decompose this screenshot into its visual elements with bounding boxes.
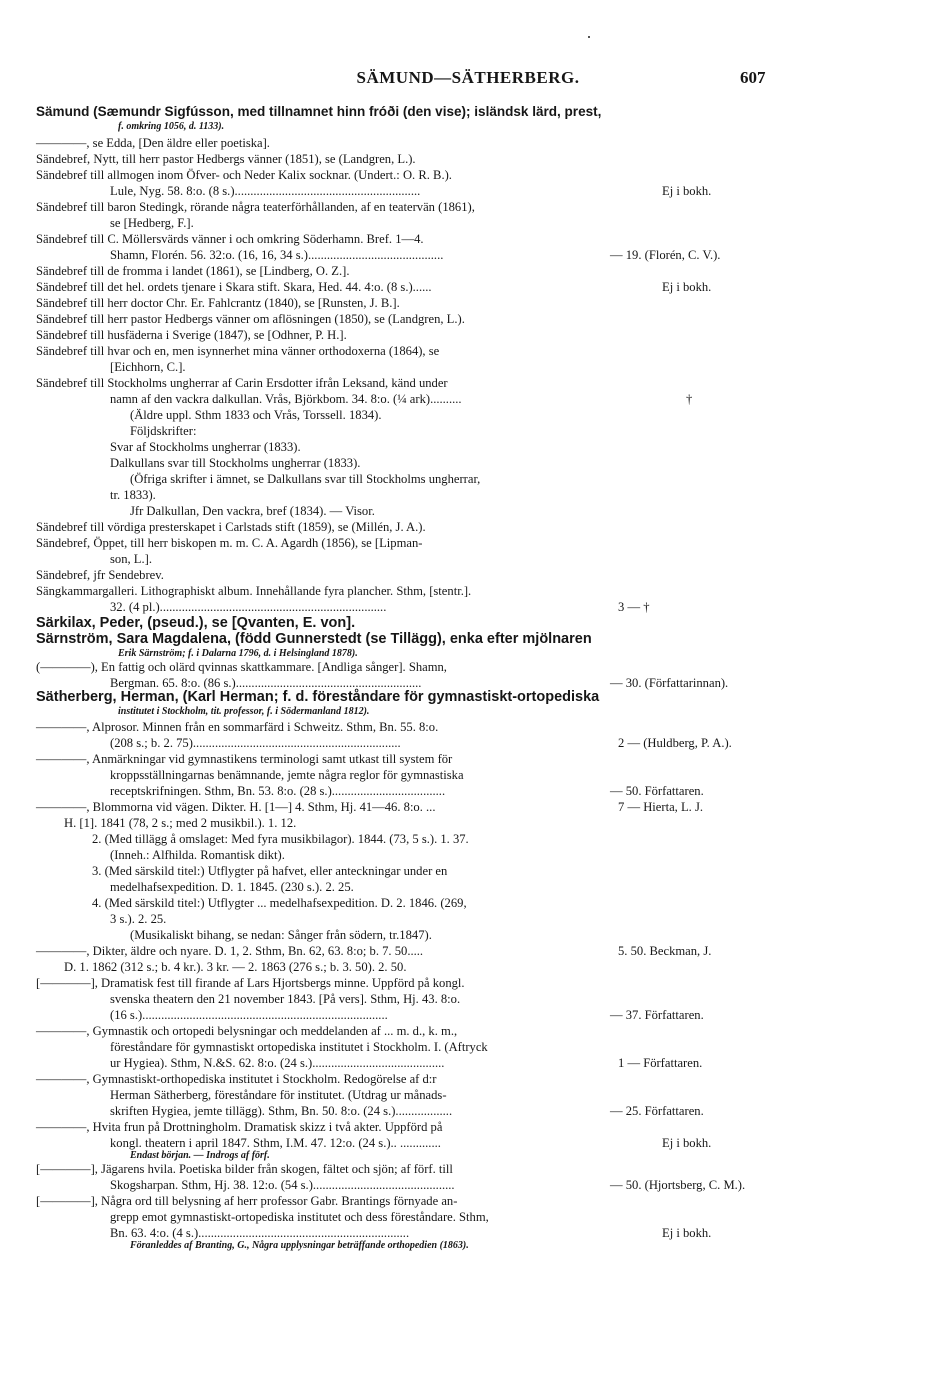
price-publisher-note: Ej i bokh. <box>662 1136 712 1150</box>
entry-line: Sändebref, jfr Sendebrev. <box>36 568 164 582</box>
entry-line: tr. 1833). <box>110 488 156 502</box>
price-publisher-note: 1 — Författaren. <box>618 1056 703 1070</box>
scan-speck <box>588 36 590 38</box>
entry-line: Svar af Stockholms ungherrar (1833). <box>110 440 301 454</box>
entry-line: Dalkullans svar till Stockholms ungherrar (1833). <box>110 456 361 470</box>
entry-line: Skogsharpan. Sthm, Hj. 38. 12:o. (54 s.)............................................. <box>110 1178 455 1192</box>
entry-line: (Öfriga skrifter i ämnet, se Dalkullans svar till Stockholms ungherrar, <box>130 472 481 486</box>
entry-line: Lule, Nyg. 58. 8:o. (8 s.)........................................................... <box>110 184 421 198</box>
entry-line: ————, Anmärkningar vid gymnastikens terminologi samt utkast till system för <box>36 752 453 766</box>
entry-line: Sändebref till det hel. ordets tjenare i Skara stift. Skara, Hed. 44. 4:o. (8 s.)...... <box>36 280 432 294</box>
entry-line: 3 s.). 2. 25. <box>110 912 167 926</box>
price-publisher-note: 5. 50. Beckman, J. <box>618 944 712 958</box>
price-publisher-note: — 25. Författaren. <box>610 1104 704 1118</box>
entry-line: 3. (Med särskild titel:) Utflygter på hafvet, eller anteckningar under en <box>92 864 448 878</box>
entry-note: f. omkring 1056, d. 1133). <box>118 121 225 132</box>
entry-line: kongl. theatern i april 1847. Sthm, I.M. 47. 12:o. (24 s.).. ............. <box>110 1136 441 1150</box>
price-publisher-note: — 50. (Hjortsberg, C. M.). <box>610 1178 746 1192</box>
entry-line: (————), En fattig och olärd qvinnas skattkammare. [Andliga sånger]. Shamn, <box>36 660 447 674</box>
entry-heading: Sämund (Sæmundr Sigfússon, med tillnamnet hinn fróði (den vise); isländsk lärd, prest, <box>36 104 602 119</box>
entry-line: (208 s.; b. 2. 75).................................................................. <box>110 736 401 750</box>
price-publisher-note: † <box>686 392 693 406</box>
entry-line: ur Hygiea). Sthm, N.&S. 62. 8:o. (24 s.).......................................... <box>110 1056 445 1070</box>
entry-line: H. [1]. 1841 (78, 2 s.; med 2 musikbil.). 1. 12. <box>64 816 297 830</box>
entry-line: ————, Dikter, äldre och nyare. D. 1, 2. Sthm, Bn. 62, 63. 8:o; b. 7. 50..... <box>36 944 424 958</box>
entry-line: Sändebref, Öppet, till herr biskopen m. m. C. A. Agardh (1856), se [Lipman- <box>36 536 423 550</box>
page-title: SÄMUND—SÄTHERBERG. <box>356 68 580 87</box>
price-publisher-note: — 37. Författaren. <box>610 1008 704 1022</box>
entry-line: Sändebref, Nytt, till herr pastor Hedbergs vänner (1851), se (Landgren, L.). <box>36 152 416 166</box>
entry-line: 32. (4 pl.)........................................................................ <box>110 600 387 614</box>
entry-line: Sändebref till herr pastor Hedbergs vänner om aflösningen (1850), se (Landgren, L.). <box>36 312 465 326</box>
entry-line: 4. (Med särskild titel:) Utflygter ... medelhafsexpedition. D. 2. 1846. (269, <box>92 896 467 910</box>
price-publisher-note: 2 — (Huldberg, P. A.). <box>618 736 732 750</box>
entry-line: Sändebref till hvar och en, men isynnerhet mina vänner orthodoxerna (1864), se <box>36 344 440 358</box>
entry-line: son, L.]. <box>110 552 152 566</box>
price-publisher-note: — 19. (Florén, C. V.). <box>610 248 721 262</box>
entry-line: Jfr Dalkullan, Den vackra, bref (1834). — Visor. <box>130 504 375 518</box>
entry-note: Endast början. — Indrogs af förf. <box>130 1150 270 1161</box>
price-publisher-note: 3 — † <box>618 600 650 614</box>
entry-line: ————, Hvita frun på Drottningholm. Dramatisk skizz i två akter. Uppförd på <box>36 1120 443 1134</box>
entry-line: Sändebref till allmogen inom Öfver- och Neder Kalix socknar. (Undert.: O. R. B.). <box>36 168 452 182</box>
entry-line: Bn. 63. 4:o. (4 s.)................................................................... <box>110 1226 410 1240</box>
entry-line: svenska theatern den 21 november 1843. [På vers]. Sthm, Hj. 43. 8:o. <box>110 992 461 1006</box>
entry-line: ————, Gymnastik och ortopedi belysningar och meddelanden af ... m. d., k. m., <box>36 1024 458 1038</box>
entry-line: (16 s.).............................................................................. <box>110 1008 388 1022</box>
entry-line: (Musikaliskt bihang, se nedan: Sånger från södern, tr.1847). <box>130 928 432 942</box>
entry-line: Bergman. 65. 8:o. (86 s.)........................................................... <box>110 676 422 690</box>
price-publisher-note: — 30. (Författarinnan). <box>610 676 729 690</box>
entry-line: föreståndare för gymnastiskt ortopediska institutet i Stockholm. I. (Aftryck <box>110 1040 488 1054</box>
entry-line: (Inneh.: Alfhilda. Romantisk dikt). <box>110 848 285 862</box>
entry-line: [Eichhorn, C.]. <box>110 360 186 374</box>
entry-line: receptskrifningen. Sthm, Bn. 53. 8:o. (28 s.).................................... <box>110 784 446 798</box>
entry-note: Föranleddes af Branting, G., Några upplysningar beträffande orthopedien (1863). <box>130 1240 469 1251</box>
entry-line: Sändebref till vördiga presterskapet i Carlstads stift (1859), se (Millén, J. A.). <box>36 520 426 534</box>
price-publisher-note: Ej i bokh. <box>662 1226 712 1240</box>
page-number: 607 <box>740 68 766 87</box>
entry-heading: Särnström, Sara Magdalena, (född Gunnerstedt (se Tillägg), enka efter mjölnaren <box>36 631 592 647</box>
entry-line: [————], Dramatisk fest till firande af Lars Hjortsbergs minne. Uppförd på kongl. <box>36 976 465 990</box>
price-publisher-note: Ej i bokh. <box>662 280 712 294</box>
entry-line: kroppsställningarnas benämnande, jemte några reglor för gymnastiska <box>110 768 464 782</box>
entry-line: Herman Sätherberg, föreståndare för institutet. (Utdrag ur månads- <box>110 1088 447 1102</box>
entry-line: ————, Blommorna vid vägen. Dikter. H. [1—] 4. Sthm, Hj. 41—46. 8:o. ... <box>36 800 436 814</box>
entry-line: 2. (Med tillägg å omslaget: Med fyra musikbilagor). 1844. (73, 5 s.). 1. 37. <box>92 832 469 846</box>
entry-line: [————], Jägarens hvila. Poetiska bilder från skogen, fältet och sjön; af förf. till <box>36 1162 453 1176</box>
entry-line: Sändebref till Stockholms ungherrar af Carin Ersdotter ifrån Leksand, känd under <box>36 376 448 390</box>
entry-line: [————], Några ord till belysning af herr professor Gabr. Brantings förnyade an- <box>36 1194 458 1208</box>
price-publisher-note: 7 — Hierta, L. J. <box>618 800 703 814</box>
entry-line: ————, Gymnastiskt-orthopediska institutet i Stockholm. Redogörelse af d:r <box>36 1072 437 1086</box>
entry-note: Erik Särnström; f. i Dalarna 1796, d. i Helsingland 1878). <box>118 648 358 659</box>
entry-heading: Sätherberg, Herman, (Karl Herman; f. d. föreståndare för gymnastiskt-ortopediska <box>36 689 600 705</box>
entry-line: namn af den vackra dalkullan. Vrås, Björkbom. 34. 8:o. (¼ ark).......... <box>110 392 462 406</box>
entry-line: ————, se Edda, [Den äldre eller poetiska]. <box>36 136 270 150</box>
entry-line: Shamn, Florén. 56. 32:o. (16, 16, 34 s.)........................................... <box>110 248 444 262</box>
entry-line: ————, Alprosor. Minnen från en sommarfärd i Schweitz. Sthm, Bn. 55. 8:o. <box>36 720 439 734</box>
entry-line: Följdskrifter: <box>130 424 197 438</box>
entry-line: Sängkammargalleri. Lithographiskt album. Innehållande fyra plancher. Sthm, [stentr.]. <box>36 584 472 598</box>
entry-note: institutet i Stockholm, tit. professor, f. i Södermanland 1812). <box>118 706 370 717</box>
entry-line: skriften Hygiea, jemte tillägg). Sthm, Bn. 50. 8:o. (24 s.).................. <box>110 1104 453 1118</box>
entry-heading: Särkilax, Peder, (pseud.), se [Qvanten, E. von]. <box>36 615 356 631</box>
entry-line: (Äldre uppl. Sthm 1833 och Vrås, Torssell. 1834). <box>130 408 382 422</box>
entry-line: Sändebref till C. Möllersvärds vänner i och omkring Söderhamn. Bref. 1—4. <box>36 232 424 246</box>
entry-line: se [Hedberg, F.]. <box>110 216 194 230</box>
entry-line: medelhafsexpedition. D. 1. 1845. (230 s.). 2. 25. <box>110 880 354 894</box>
entry-line: Sändebref till husfäderna i Sverige (1847), se [Odhner, P. H.]. <box>36 328 347 342</box>
entry-line: Sändebref till de fromma i landet (1861), se [Lindberg, O. Z.]. <box>36 264 350 278</box>
price-publisher-note: — 50. Författaren. <box>610 784 704 798</box>
entry-line: D. 1. 1862 (312 s.; b. 4 kr.). 3 kr. — 2. 1863 (276 s.; b. 3. 50). 2. 50. <box>64 960 407 974</box>
entry-line: Sändebref till baron Stedingk, rörande några teaterförhållanden, af en teatervän (1861), <box>36 200 475 214</box>
entry-line: grepp emot gymnastiskt-ortopediska institutet och dess föreståndare. Sthm, <box>110 1210 489 1224</box>
price-publisher-note: Ej i bokh. <box>662 184 712 198</box>
entry-line: Sändebref till herr doctor Chr. Er. Fahlcrantz (1840), se [Runsten, J. B.]. <box>36 296 400 310</box>
